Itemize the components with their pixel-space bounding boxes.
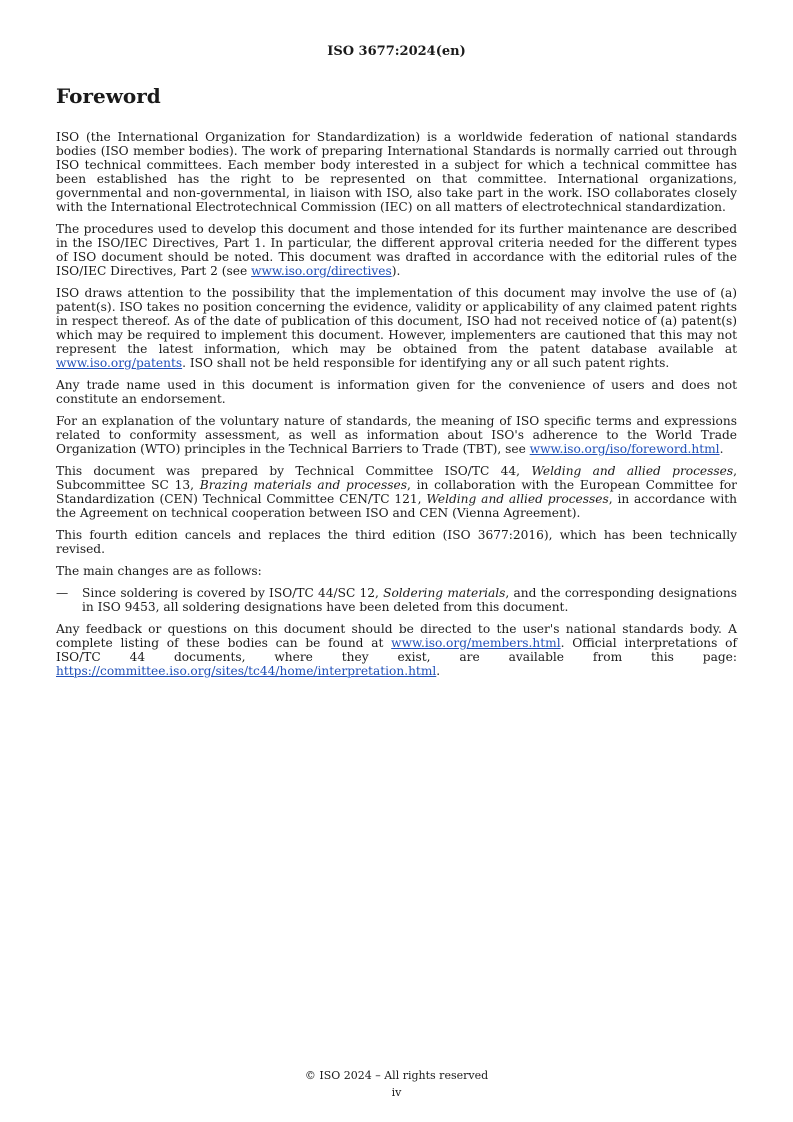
directives-link[interactable]: www.iso.org/directives (251, 264, 392, 278)
patents-link[interactable]: www.iso.org/patents (56, 356, 183, 370)
paragraph-feedback: Any feedback or questions on this document should be directed to the user's national standards body. A complete listing of these bodies can be found at www.iso.org/members.html. Official interpretations of ISO/TC 44 documents, where they exist, are available from this page: https://committee.iso.org/sites/tc44/home/interpretation.html. (56, 622, 737, 678)
paragraph-iso-intro: ISO (the International Organization for Standardization) is a worldwide federation of national standards bodies (ISO member bodies). The work of preparing International Standards is normally carried out through ISO technical committees. Each member body interested in a subject for which a technical committee has been established has the right to be represented on that committee. International organizations, governmental and non-governmental, in liaison with ISO, also take part in the work. ISO collaborates closely with the International Electrotechnical Commission (IEC) on all matters of electrotechnical standardization. (56, 130, 737, 214)
paragraph-main-changes-intro: The main changes are as follows: (56, 564, 262, 578)
foreword-body (56, 130, 737, 686)
members-link[interactable]: www.iso.org/members.html (391, 636, 561, 650)
copyright-notice: © ISO 2024 – All rights reserved (304, 1069, 489, 1082)
page-footer (0, 1067, 793, 1101)
interpretation-link[interactable]: https://committee.iso.org/sites/tc44/home/interpretation.html (56, 664, 437, 678)
paragraph-trade-name: Any trade name used in this document is information given for the convenience of users and does not constitute an endorsement. (56, 378, 737, 406)
paragraph-procedures: The procedures used to develop this document and those intended for its further maintenance are described in the ISO/IEC Directives, Part 1. In particular, the different approval criteria needed for the different types of ISO document should be noted. This document was drafted in accordance with the editorial rules of the ISO/IEC Directives, Part 2 (see www.iso.org/directives). (56, 222, 737, 278)
paragraph-committee: This document was prepared by Technical Committee ISO/TC 44, Welding and allied processes, Subcommittee SC 13, Brazing materials and processes, in collaboration with the European Committee for Standardization (CEN) Technical Committee CEN/TC 121, Welding and allied processes, in accordance with the Agreement on technical cooperation between ISO and CEN (Vienna Agreement). (56, 464, 737, 520)
list-item (56, 586, 737, 614)
page-number: iv (391, 1086, 402, 1099)
paragraph-patents: ISO draws attention to the possibility that the implementation of this document may involve the use of (a) patent(s). ISO takes no position concerning the evidence, validity or applicability of any claimed patent rights in respect thereof. As of the date of publication of this document, ISO had not received notice of (a) patent(s) which may be required to implement this document. However, implementers are cautioned that this may not represent the latest information, which may be obtained from the patent database available at www.iso.org/patents. ISO shall not be held responsible for identifying any or all such patent rights. (56, 286, 737, 370)
page-title: Foreword (56, 84, 161, 108)
paragraph-voluntary-nature: For an explanation of the voluntary nature of standards, the meaning of ISO specific terms and expressions related to conformity assessment, as well as information about ISO's adherence to the World Trade Organization (WTO) principles in the Technical Barriers to Trade (TBT), see www.iso.org/iso/foreword.html. (56, 414, 737, 456)
foreword-info-link[interactable]: www.iso.org/iso/foreword.html (529, 442, 720, 456)
document-id-header: ISO 3677:2024(en) (327, 44, 466, 59)
paragraph-edition: This fourth edition cancels and replaces the third edition (ISO 3677:2016), which has been technically revised. (56, 528, 737, 556)
dash-bullet: — (56, 586, 69, 600)
list-item-text: Since soldering is covered by ISO/TC 44/SC 12, Soldering materials, and the corresponding designations in ISO 9453, all soldering designations have been deleted from this document. (82, 586, 737, 614)
